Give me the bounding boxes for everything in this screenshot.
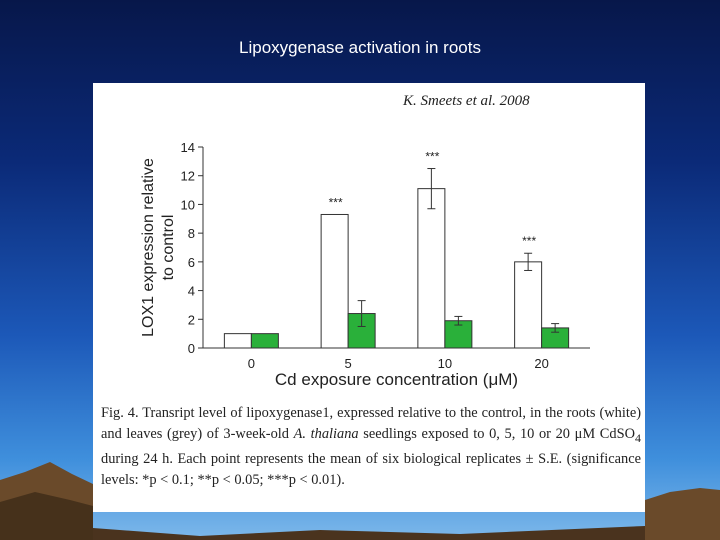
- x-tick-label: 0: [247, 356, 255, 371]
- y-tick-label: 0: [187, 341, 195, 356]
- y-axis-label-line1: LOX1 expression relative: [140, 158, 157, 337]
- slide-title: Lipoxygenase activation in roots: [239, 38, 481, 57]
- bar-series-1-10: [418, 189, 445, 348]
- y-tick-label: 4: [187, 283, 195, 299]
- significance-label: ***: [522, 234, 537, 249]
- caption-text-4: during 24 h. Each point represents the mean of six biological replicates ± S.E. (significance levels: *p < 0.1; **p < 0.05; ***p < 0.01).: [101, 450, 641, 488]
- bar-series-1-5: [321, 214, 348, 348]
- y-tick-label: 6: [187, 254, 195, 270]
- y-tick-label: 10: [180, 197, 195, 213]
- y-tick-label: 2: [187, 312, 195, 328]
- caption-text-2: seedlings exposed to 0, 5, 10 or 20: [358, 426, 575, 442]
- y-tick-label: 12: [180, 168, 195, 184]
- bar-series-2-0: [251, 334, 278, 348]
- caption-species: A. thaliana: [293, 426, 359, 442]
- y-tick-label: 14: [180, 140, 195, 155]
- figure-citation: K. Smeets et al. 2008: [403, 93, 530, 109]
- caption-unit: μM: [574, 426, 596, 442]
- bar-series-1-20: [515, 262, 542, 348]
- x-axis-label: Cd exposure concentration (μM): [274, 370, 519, 389]
- caption-text-1: Fig. 4. Transript level of lipoxygenase1, expressed relative to the control, in the roots (white) and leaves (grey) of 3-week-old: [101, 405, 641, 442]
- caption-text-3: CdSO: [595, 426, 635, 442]
- x-tick-label: 10: [437, 356, 453, 371]
- bar-chart: [93, 83, 645, 403]
- caption-subscript: 4: [635, 430, 641, 445]
- y-tick-label: 8: [187, 226, 195, 242]
- x-tick-label: 20: [534, 356, 549, 371]
- significance-label: ***: [425, 149, 440, 164]
- mountain-silhouette: [0, 440, 720, 540]
- bar-series-1-0: [224, 334, 251, 348]
- x-tick-label: 5: [344, 356, 352, 371]
- y-axis-label-line2: to control: [160, 214, 177, 281]
- significance-label: ***: [328, 195, 343, 210]
